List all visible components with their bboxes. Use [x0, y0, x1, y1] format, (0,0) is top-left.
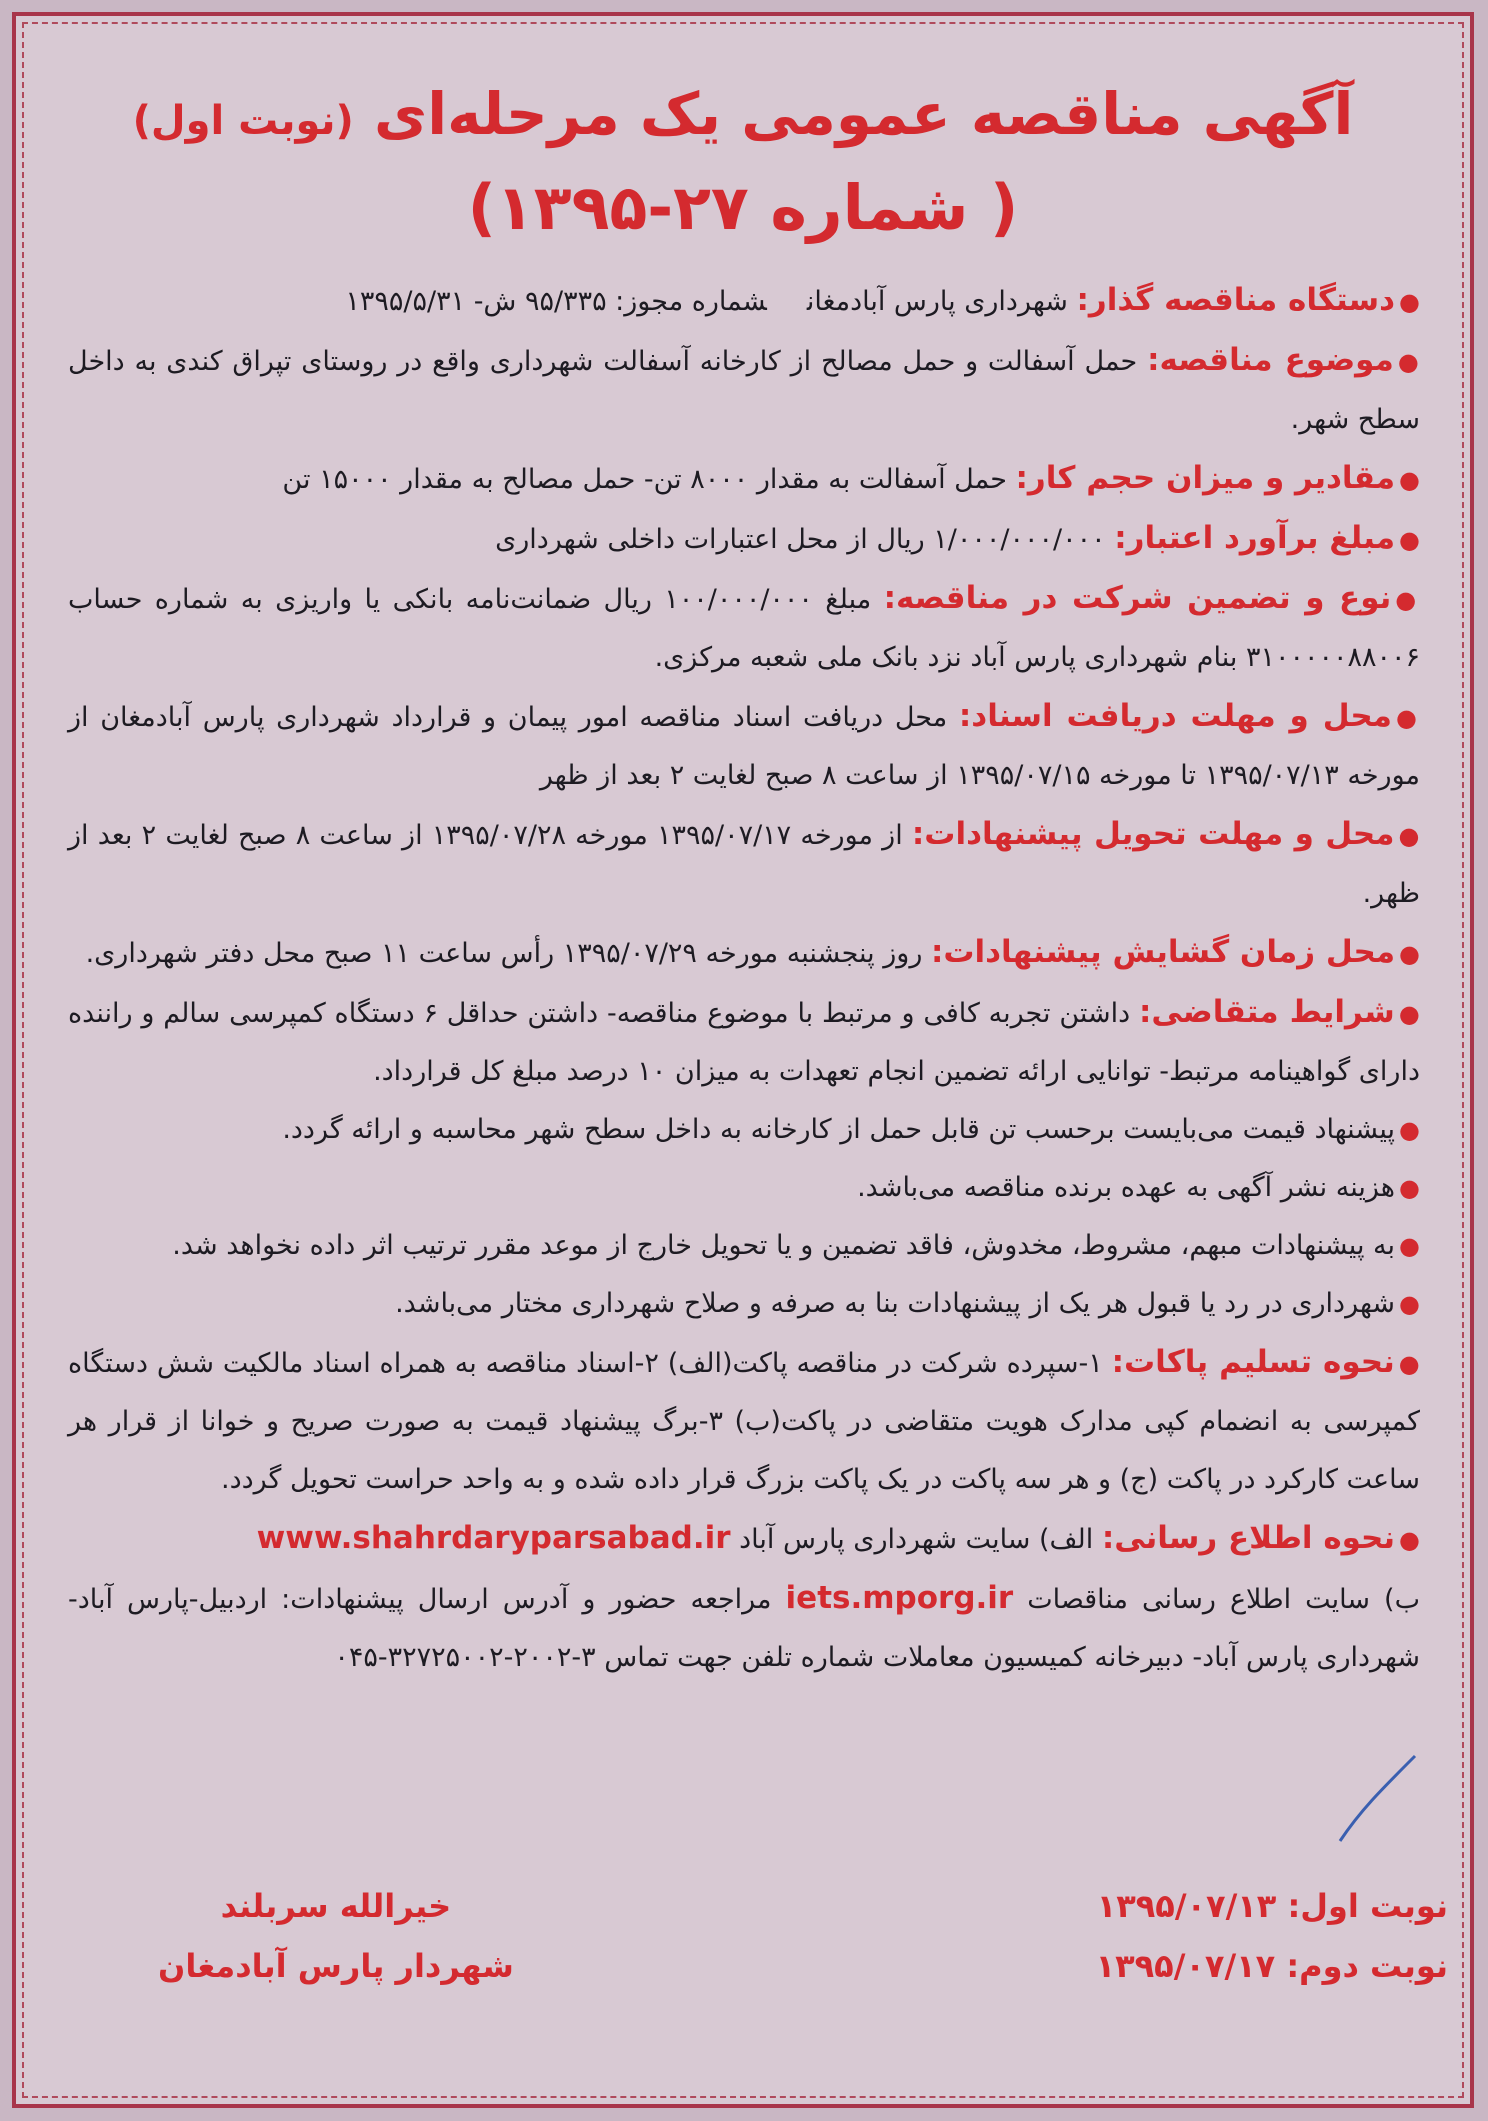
section-text: از مورخه ۱۳۹۵/۰۷/۱۷ مورخه ۱۳۹۵/۰۷/۲۸ از ساعت ۸ صبح لغایت ۲ بعد از ظهر.	[68, 820, 1420, 909]
section-text: محل دریافت اسناد مناقصه امور پیمان و قرارداد شهرداری پارس آبادمغان از مورخه ۱۳۹۵/۰۷/۱۳ تا مورخه ۱۳۹۵/۰۷/۱۵ از ساعت ۸ صبح لغایت ۲ بعد از ظهر	[68, 702, 1420, 791]
info-label: نحوه اطلاع رسانی:	[1101, 1520, 1396, 1556]
bullet-icon: ●	[1399, 1290, 1420, 1318]
bullet-icon: ●	[1395, 704, 1420, 732]
info-part-b1: ب) سایت اطلاع رسانی مناقصات	[1027, 1584, 1420, 1615]
bullet-icon: ●	[1398, 822, 1421, 850]
section-item	[68, 805, 1420, 923]
info-part-b	[68, 1569, 1420, 1687]
notice-title	[46, 74, 1440, 161]
section-text: ۱-سپرده شرکت در مناقصه پاکت(الف) ۲-اسناد مناقصه به همراه اسناد مالکیت شش دستگاه کمپرسی به انضمام کپی مدارک هویت متقاضی در پاکت(ب) ۳-برگ پیشنهاد قیمت به صورت صریح و خوانا از قرار هر ساعت کارکرد در پاکت (ج) و هر سه پاکت در یک پاکت بزرگ قرار داده شده و به واحد حراست تحویل گردد.	[68, 1348, 1420, 1495]
section-label: موضوع مناقصه:	[1147, 342, 1394, 378]
sections-list	[46, 271, 1440, 1509]
title-main: آگهی مناقصه عمومی یک مرحله‌ای	[374, 80, 1354, 148]
bullet-icon: ●	[1397, 348, 1420, 376]
section-item	[68, 271, 1420, 331]
bullet-icon: ●	[1399, 526, 1420, 554]
section-item	[68, 923, 1420, 983]
section-label: محل زمان گشایش پیشنهادات:	[930, 934, 1396, 970]
bullet-icon: ●	[1399, 1174, 1420, 1202]
section-label: محل و مهلت دریافت اسناد:	[958, 698, 1392, 734]
info-part-b2: مراجعه حضور و آدرس ارسال پیشنهادات: اردبیل-پارس آباد- شهرداری پارس آباد- دبیرخانه کمیسیون معاملات شماره تلفن جهت تماس ۳-۲۰۰۲-۳۲۷۲۵۰۰۲-۰۴۵	[68, 1584, 1420, 1673]
section-text: به پیشنهادات مبهم، مشروط، مخدوش، فاقد تضمین و یا تحویل خارج از موعد مقرر ترتیب اثر داده نخواهد شد.	[172, 1230, 1396, 1261]
section-text: روز پنجشنبه مورخه ۱۳۹۵/۰۷/۲۹ رأس ساعت ۱۱ صبح محل دفتر شهرداری.	[85, 938, 923, 969]
info-section	[68, 1509, 1420, 1569]
bullet-icon: ●	[1398, 1350, 1420, 1378]
section-text: ۱/۰۰۰/۰۰۰/۰۰۰ ریال از محل اعتبارات داخلی شهرداری	[495, 524, 1106, 555]
section-label: نوع و تضمین شرکت در مناقصه:	[883, 580, 1392, 616]
section-text: حمل آسفالت به مقدار ۸۰۰۰ تن- حمل مصالح به مقدار ۱۵۰۰۰ تن	[282, 464, 1007, 495]
info-part-a: الف) سایت شهرداری پارس آباد	[739, 1524, 1094, 1555]
first-date	[748, 1876, 1448, 1936]
section-item	[68, 569, 1420, 687]
section-item	[68, 1333, 1420, 1509]
second-date-value: ۱۳۹۵/۰۷/۱۷	[1095, 1947, 1276, 1985]
bullet-icon: ●	[1399, 1526, 1420, 1554]
first-date-label: نوبت اول:	[1287, 1887, 1448, 1925]
section-label: مقادیر و میزان حجم کار:	[1015, 460, 1396, 496]
signer-name: خیرالله سربلند	[220, 1887, 452, 1925]
iets-link[interactable]: iets.mporg.ir	[785, 1580, 1014, 1616]
bullet-icon: ●	[1399, 940, 1420, 968]
section-item	[68, 509, 1420, 569]
publication-dates	[748, 1876, 1448, 1996]
bullet-icon: ●	[1399, 1116, 1420, 1144]
bullet-icon: ●	[1399, 1232, 1420, 1260]
bullet-icon: ●	[1399, 288, 1420, 316]
section-text: حمل آسفالت و حمل مصالح از کارخانه آسفالت شهرداری واقع در روستای تپراق کندی به داخل سطح شهر.	[68, 346, 1420, 435]
section-text: مبلغ ۱۰۰/۰۰۰/۰۰۰ ریال ضمانت‌نامه بانکی یا واریزی به شماره حساب ۳۱۰۰۰۰۰۸۸۰۰۶ بنام شهرداری پارس آباد نزد بانک ملی شعبه مرکزی.	[68, 584, 1420, 673]
section-text: داشتن تجربه کافی و مرتبط با موضوع مناقصه- داشتن حداقل ۶ دستگاه کمپرسی سالم و راننده دارای گواهینامه مرتبط- توانایی ارائه تضمین انجام تعهدات به میزان ۱۰ درصد مبلغ کل قرارداد.	[68, 998, 1420, 1087]
title-sub: (نوبت اول)	[132, 98, 354, 144]
section-item	[68, 687, 1420, 805]
section-item	[68, 983, 1420, 1101]
section-text: هزینه نشر آگهی به عهده برنده مناقصه می‌باشد.	[857, 1172, 1396, 1203]
permit-number: شماره مجوز: ۹۵/۳۳۵ ش- ۱۳۹۵/۵/۳۱	[345, 286, 767, 317]
bullet-icon: ●	[1395, 586, 1420, 614]
section-item	[68, 1101, 1420, 1159]
section-label: محل و مهلت تحویل پیشنهادات:	[911, 816, 1395, 852]
bullet-icon: ●	[1398, 1000, 1420, 1028]
signer-title: شهردار پارس آبادمغان	[158, 1947, 514, 1985]
section-label: مبلغ برآورد اعتبار:	[1114, 520, 1396, 556]
section-item	[68, 1217, 1420, 1275]
bullet-icon: ●	[1399, 466, 1420, 494]
section-label: شرایط متقاضی:	[1139, 994, 1395, 1030]
section-item	[68, 1159, 1420, 1217]
first-date-value: ۱۳۹۵/۰۷/۱۳	[1096, 1887, 1277, 1925]
section-item	[68, 331, 1420, 449]
section-text: پیشنهاد قیمت می‌بایست برحسب تن قابل حمل از کارخانه به داخل سطح شهر محاسبه و ارائه گردد.	[282, 1114, 1396, 1145]
section-text: شهرداری پارس آبادمغان	[806, 286, 1068, 317]
notice-frame	[12, 12, 1474, 2108]
section-label: دستگاه مناقصه گذار:	[1076, 282, 1396, 318]
section-label: نحوه تسلیم پاکات:	[1111, 1344, 1395, 1380]
section-item	[68, 449, 1420, 509]
pen-mark-icon	[1330, 1751, 1420, 1851]
notice-number: ( شماره ۲۷-۱۳۹۵)	[467, 171, 1019, 244]
website-link[interactable]: www.shahrdaryparsabad.ir	[256, 1520, 731, 1556]
section-text: شهرداری در رد یا قبول هر یک از پیشنهادات بنا به صرفه و صلاح شهرداری مختار می‌باشد.	[395, 1288, 1396, 1319]
second-date	[748, 1936, 1448, 1996]
section-item	[68, 1275, 1420, 1333]
footer	[38, 1876, 1448, 2046]
signature	[158, 1876, 514, 1996]
second-date-label: نوبت دوم:	[1286, 1947, 1448, 1985]
notice-content	[46, 46, 1440, 2074]
